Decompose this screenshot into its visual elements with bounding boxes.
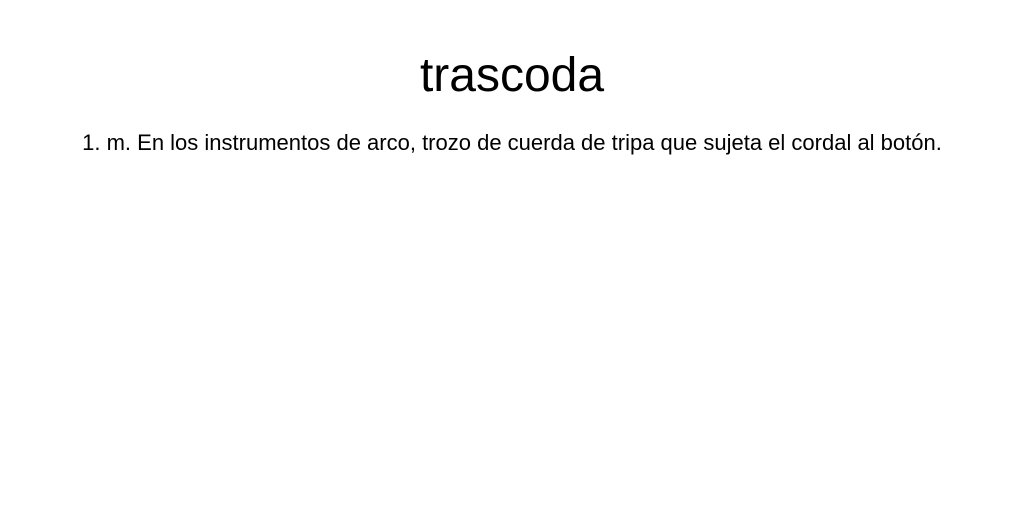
definition-1: 1. m. En los instrumentos de arco, trozo de cuerda de tripa que sujeta el cordal al botón. <box>82 130 942 155</box>
headword: trascoda <box>419 49 605 102</box>
